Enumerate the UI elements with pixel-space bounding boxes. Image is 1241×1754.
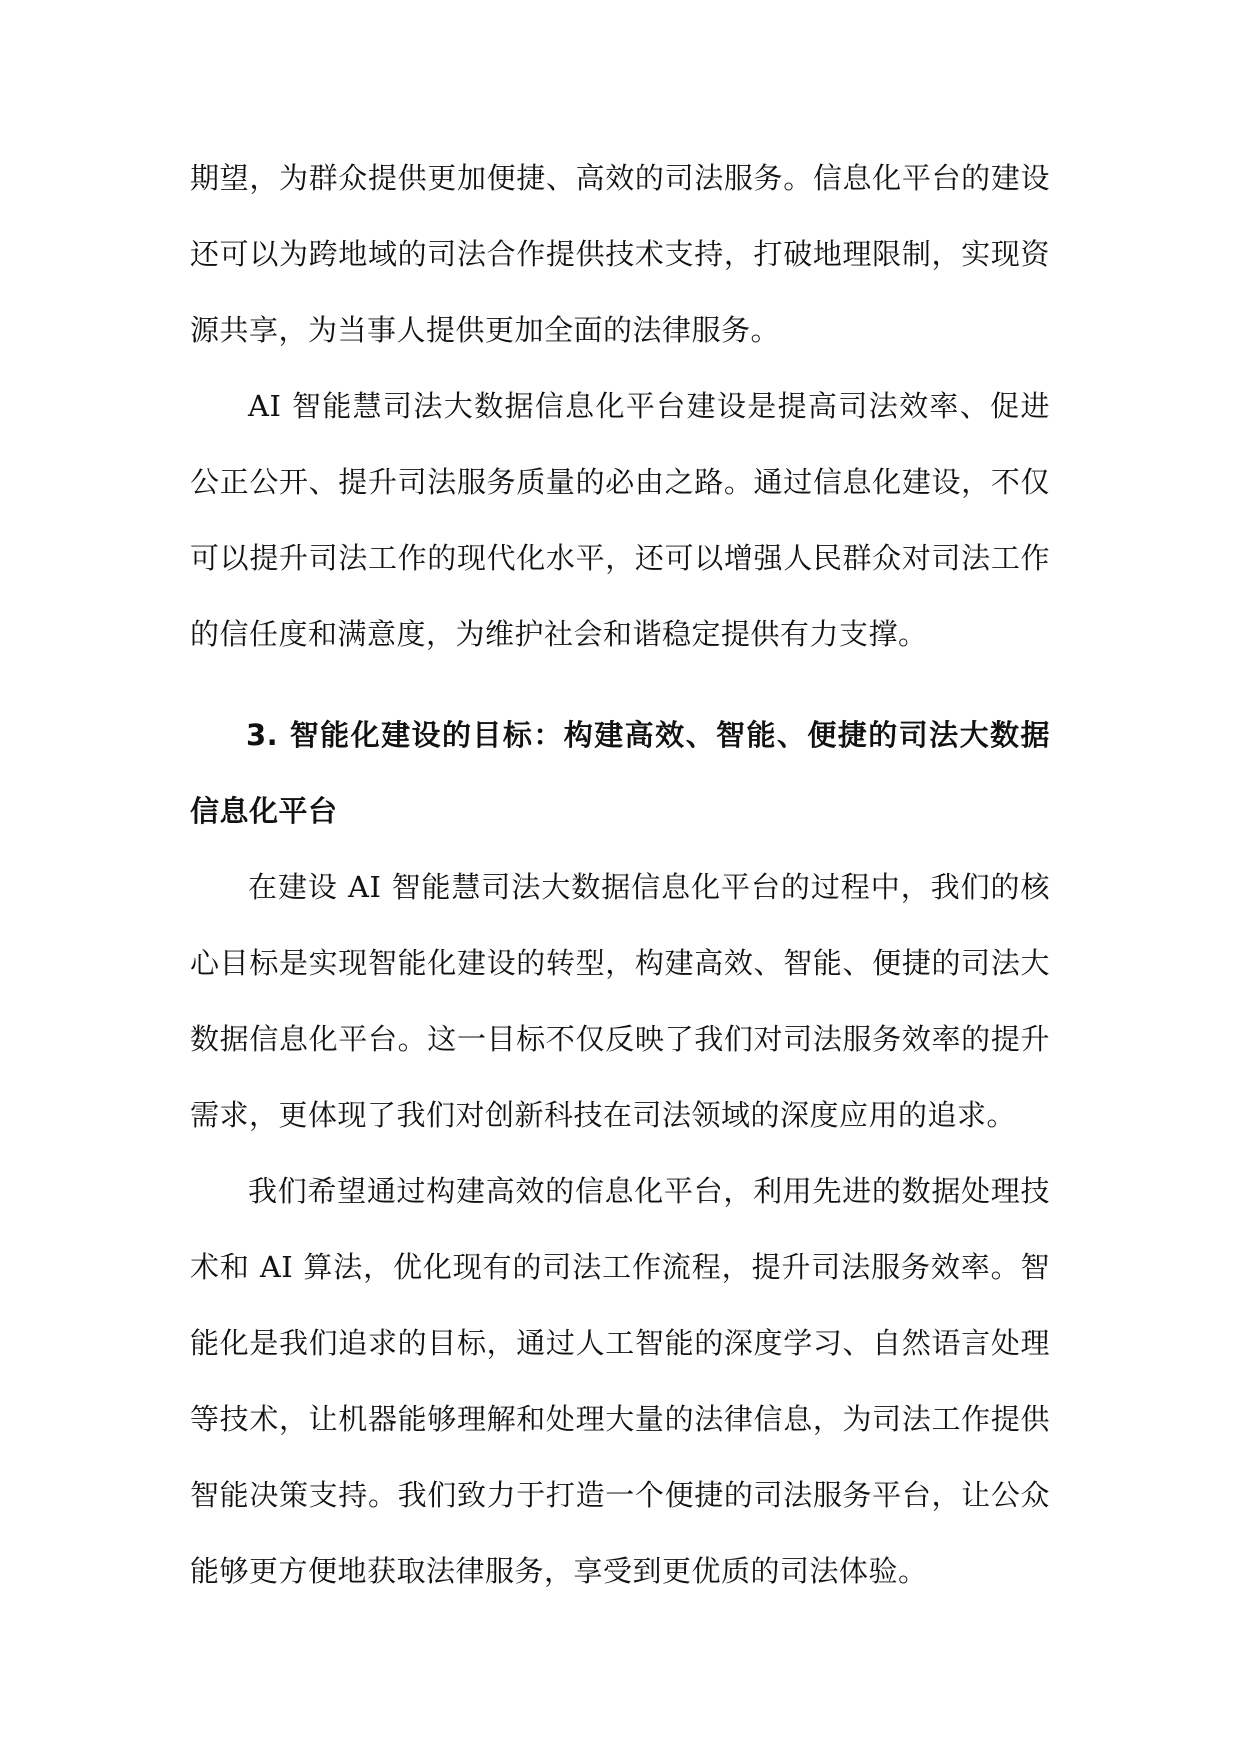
paragraph-continuation: 期望，为群众提供更加便捷、高效的司法服务。信息化平台的建设还可以为跨地域的司法合作提供技术支持，打破地理限制，实现资源共享，为当事人提供更加全面的法律服务。 (190, 161, 1050, 347)
section-heading: 3. 智能化建设的目标：构建高效、智能、便捷的司法大数据信息化平台 (190, 718, 1050, 828)
paragraph-platform-vision: 我们希望通过构建高效的信息化平台，利用先进的数据处理技术和 AI 算法，优化现有的司法工作流程，提升司法服务效率。智能化是我们追求的目标，通过人工智能的深度学习、自然语言处理等技术，让机器能够理解和处理大量的法律信息，为司法工作提供智能决策支持。我们致力于打造一个便捷的司法服务平台，让公众能够更方便地获取法律服务，享受到更优质的司法体验。 (190, 1174, 1050, 1588)
paragraph-significance: AI 智能慧司法大数据信息化平台建设是提高司法效率、促进公正公开、提升司法服务质量的必由之路。通过信息化建设，不仅可以提升司法工作的现代化水平，还可以增强人民群众对司法工作的信任度和满意度，为维护社会和谐稳定提供有力支撑。 (190, 389, 1050, 651)
paragraph-core-goal: 在建设 AI 智能慧司法大数据信息化平台的过程中，我们的核心目标是实现智能化建设的转型，构建高效、智能、便捷的司法大数据信息化平台。这一目标不仅反映了我们对司法服务效率的提升需求，更体现了我们对创新科技在司法领域的深度应用的追求。 (190, 870, 1050, 1132)
document-body (190, 140, 1050, 1609)
